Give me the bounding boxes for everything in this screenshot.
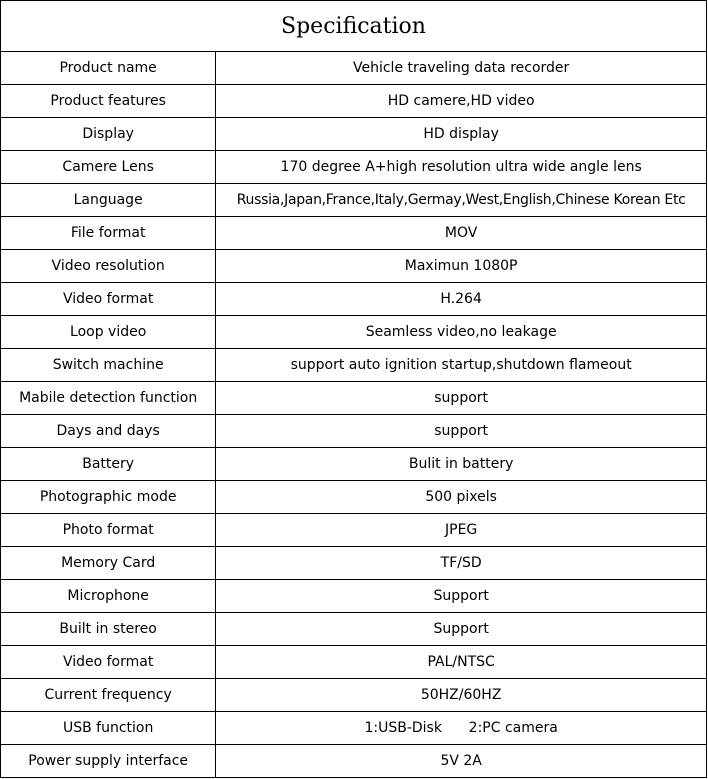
table-title: Specification: [1, 1, 707, 52]
spec-label: Loop video: [1, 316, 216, 349]
spec-label: Power supply interface: [1, 745, 216, 778]
spec-value: MOV: [216, 217, 707, 250]
table-row: [1, 547, 707, 580]
spec-value: Support: [216, 580, 707, 613]
spec-value: TF/SD: [216, 547, 707, 580]
table-row: [1, 283, 707, 316]
spec-label: File format: [1, 217, 216, 250]
table-row: [1, 679, 707, 712]
table-row: [1, 580, 707, 613]
table-row: [1, 514, 707, 547]
table-row: [1, 646, 707, 679]
spec-label: Microphone: [1, 580, 216, 613]
spec-value: H.264: [216, 283, 707, 316]
spec-value: 1:USB-Disk 2:PC camera: [216, 712, 707, 745]
spec-value: Bulit in battery: [216, 448, 707, 481]
spec-label: Video resolution: [1, 250, 216, 283]
table-row: [1, 184, 707, 217]
spec-value: 500 pixels: [216, 481, 707, 514]
table-row: [1, 613, 707, 646]
spec-value: Seamless video,no leakage: [216, 316, 707, 349]
table-row: [1, 118, 707, 151]
title-row: [1, 1, 707, 52]
spec-label: Photographic mode: [1, 481, 216, 514]
spec-label: Days and days: [1, 415, 216, 448]
spec-label: Switch machine: [1, 349, 216, 382]
spec-label: Battery: [1, 448, 216, 481]
spec-label: Video format: [1, 646, 216, 679]
spec-label: Photo format: [1, 514, 216, 547]
spec-label: Language: [1, 184, 216, 217]
spec-value: support: [216, 382, 707, 415]
spec-value: 50HZ/60HZ: [216, 679, 707, 712]
spec-value: Maximun 1080P: [216, 250, 707, 283]
table-row: [1, 85, 707, 118]
table-row: [1, 415, 707, 448]
spec-label: Built in stereo: [1, 613, 216, 646]
spec-value: Russia,Japan,France,Italy,Germay,West,English,Chinese Korean Etc: [216, 184, 707, 217]
spec-value: support: [216, 415, 707, 448]
table-row: [1, 349, 707, 382]
table-row: [1, 745, 707, 778]
table-row: [1, 481, 707, 514]
table-row: [1, 151, 707, 184]
spec-value: HD camere,HD video: [216, 85, 707, 118]
table-row: [1, 52, 707, 85]
spec-label: Video format: [1, 283, 216, 316]
spec-label: Product features: [1, 85, 216, 118]
spec-value: HD display: [216, 118, 707, 151]
spec-label: Current frequency: [1, 679, 216, 712]
spec-value: Vehicle traveling data recorder: [216, 52, 707, 85]
spec-value: 5V 2A: [216, 745, 707, 778]
table-row: [1, 712, 707, 745]
table-row: [1, 217, 707, 250]
table-row: [1, 316, 707, 349]
spec-label: Memory Card: [1, 547, 216, 580]
spec-value: JPEG: [216, 514, 707, 547]
spec-label: USB function: [1, 712, 216, 745]
table-row: [1, 382, 707, 415]
table-row: [1, 448, 707, 481]
spec-label: Display: [1, 118, 216, 151]
spec-label: Camere Lens: [1, 151, 216, 184]
spec-value: Support: [216, 613, 707, 646]
spec-value: support auto ignition startup,shutdown flameout: [216, 349, 707, 382]
table-row: [1, 250, 707, 283]
spec-label: Product name: [1, 52, 216, 85]
spec-value: 170 degree A+high resolution ultra wide angle lens: [216, 151, 707, 184]
spec-label: Mabile detection function: [1, 382, 216, 415]
spec-value: PAL/NTSC: [216, 646, 707, 679]
